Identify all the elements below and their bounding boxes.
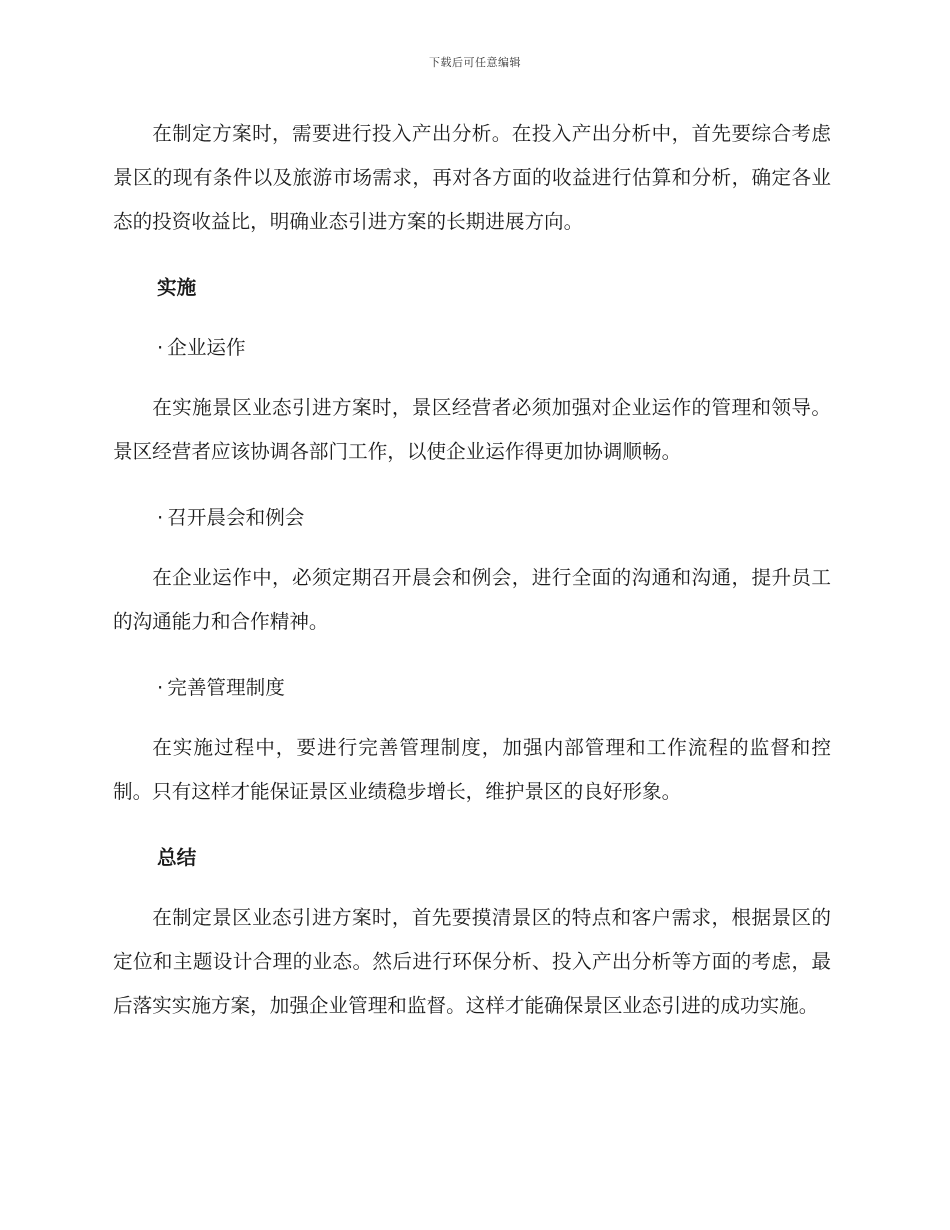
bullet-dot: · (157, 676, 164, 699)
bullet-meetings (157, 496, 831, 540)
bullet-dot: · (157, 336, 164, 359)
bullet-label: 完善管理制度 (167, 676, 285, 699)
bullet-label: 企业运作 (167, 336, 246, 359)
paragraph-summary: 在制定景区业态引进方案时，首先要摸清景区的特点和客户需求，根据景区的定位和主题设计合理的业态。然后进行环保分析、投入产出分析等方面的考虑，最后落实实施方案，加强企业管理和监督。这样才能确保景区业态引进的成功实施。 (113, 906, 831, 1017)
bullet-label: 召开晨会和例会 (167, 506, 305, 529)
bullet-management-system (157, 666, 831, 710)
bullet-enterprise-operation (157, 326, 831, 370)
paragraph-input-output-analysis: 在制定方案时，需要进行投入产出分析。在投入产出分析中，首先要综合考虑景区的现有条件以及旅游市场需求，再对各方面的收益进行估算和分析，确定各业态的投资收益比，明确业态引进方案的长期进展方向。 (113, 122, 831, 233)
document-body (113, 112, 831, 1050)
heading-summary: 总结 (157, 846, 197, 869)
bullet-dot: · (157, 506, 164, 529)
paragraph-enterprise-operation: 在实施景区业态引进方案时，景区经营者必须加强对企业运作的管理和领导。景区经营者应该协调各部门工作，以使企业运作得更加协调顺畅。 (113, 396, 831, 463)
heading-implementation: 实施 (157, 276, 197, 299)
header-note: 下载后可任意编辑 (429, 56, 521, 69)
paragraph-management-system: 在实施过程中，要进行完善管理制度，加强内部管理和工作流程的监督和控制。只有这样才能保证景区业绩稳步增长，维护景区的良好形象。 (113, 736, 831, 803)
paragraph-meetings: 在企业运作中，必须定期召开晨会和例会，进行全面的沟通和沟通，提升员工的沟通能力和合作精神。 (113, 566, 831, 633)
